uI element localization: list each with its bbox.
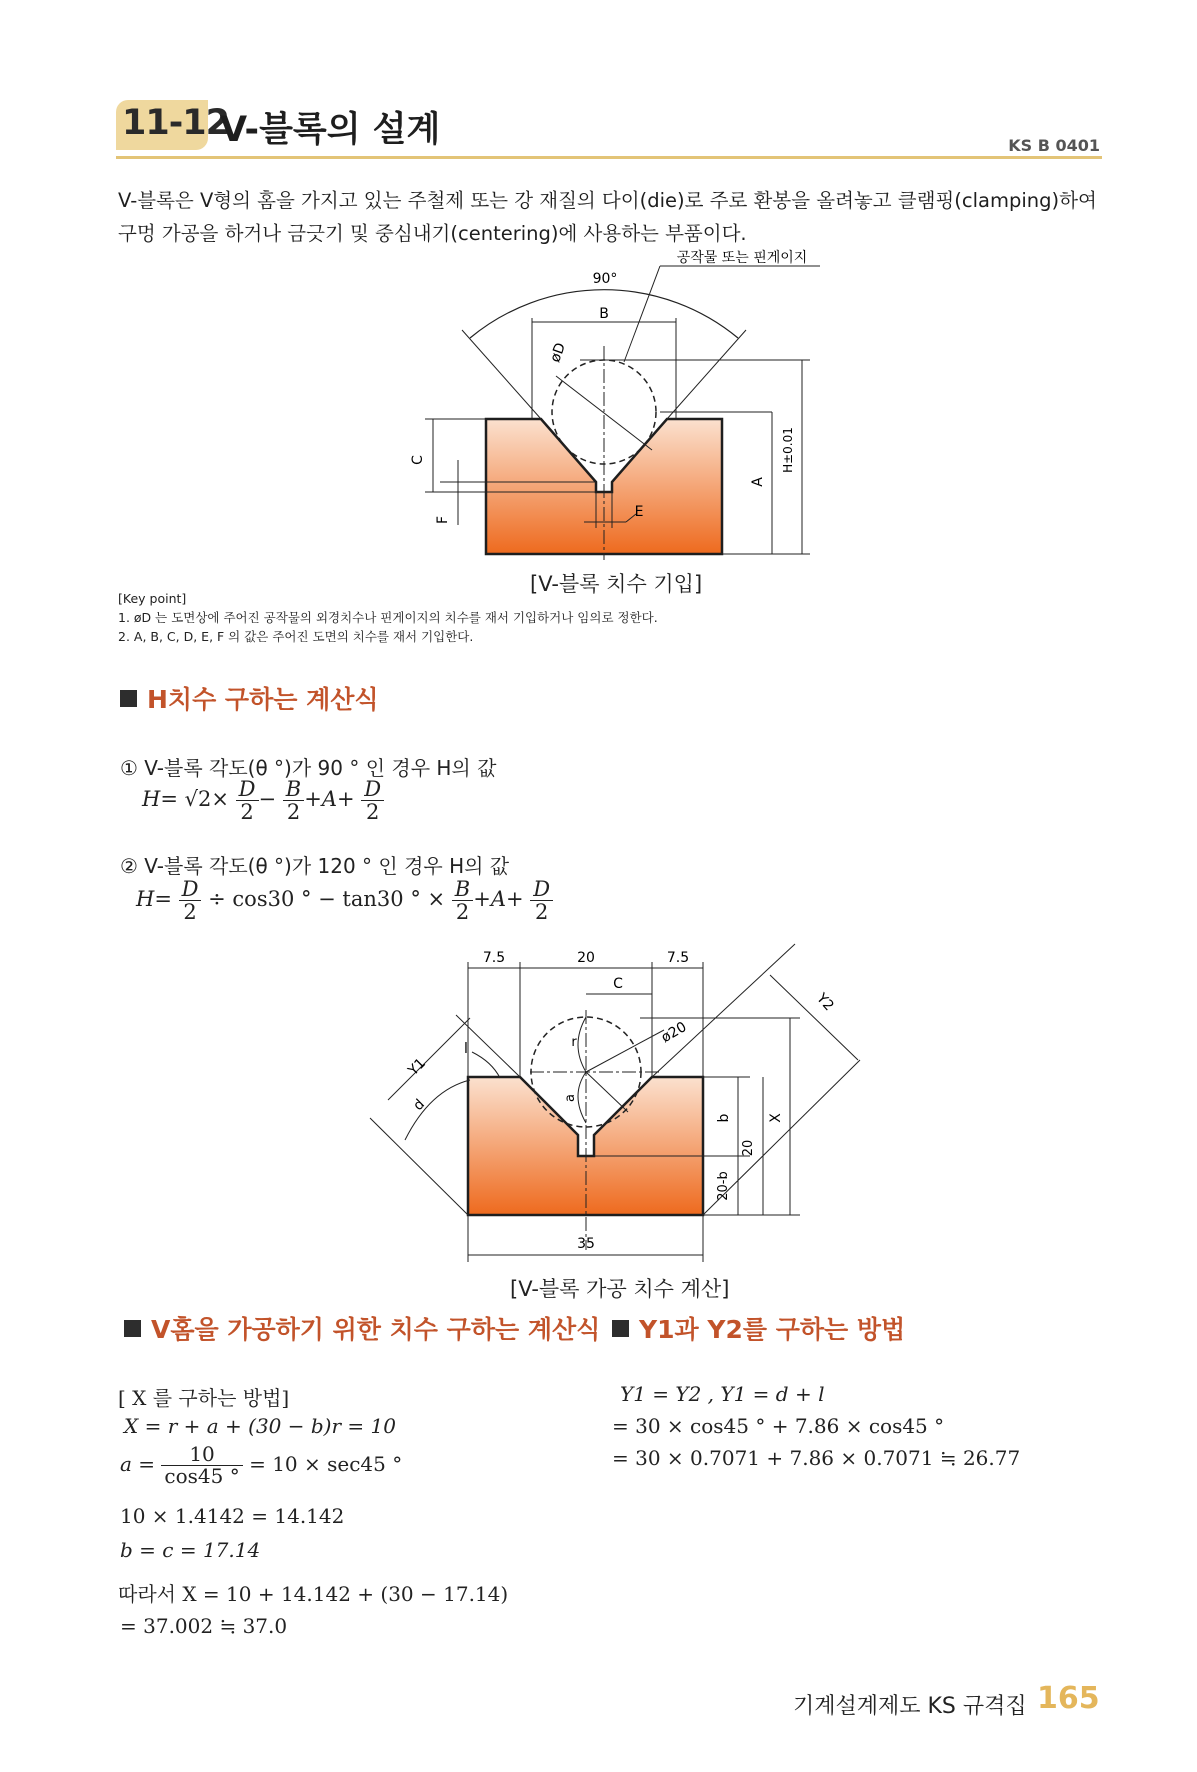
calc-line-4: = 37.002 ≒ 37.0 bbox=[120, 1614, 288, 1638]
x-formula: X = r + a + (30 − b)r = 10 bbox=[124, 1414, 396, 1438]
a-formula: a = $\frac{10}{\cos 45 ^\circ}$ = 10 × sec45 ° bbox=[120, 1442, 403, 1488]
x-method-title: [ X 를 구하는 방법] bbox=[118, 1386, 290, 1410]
calc-line-1: 10 × 1.4142 = 14.142 bbox=[120, 1504, 345, 1528]
dim-35-label: 35 bbox=[577, 1236, 595, 1252]
figure1-caption: [V-블록 치수 기입] bbox=[530, 572, 703, 596]
section-number: 11-12 bbox=[122, 103, 229, 143]
dim-7-5-left: 7.5 bbox=[482, 950, 506, 966]
dim-f-label: F bbox=[435, 515, 451, 525]
standard-code: KS B 0401 bbox=[1008, 136, 1100, 155]
dim-7-5-right: 7.5 bbox=[666, 950, 690, 966]
square-bullet-icon bbox=[612, 1320, 629, 1337]
y-section-heading: Y1과 Y2를 구하는 방법 bbox=[612, 1310, 905, 1346]
y-line-1: Y1 = Y2 , Y1 = d + l bbox=[620, 1382, 825, 1406]
y-line-3: = 30 × 0.7071 + 7.86 × 0.7071 ≒ 26.77 bbox=[612, 1446, 1021, 1470]
angle-label: 90° bbox=[592, 271, 618, 287]
dim-d2-label: d bbox=[410, 1096, 428, 1114]
dim-e-label: E bbox=[634, 504, 644, 520]
square-bullet-icon bbox=[124, 1320, 141, 1337]
calc-line-2: b = c = 17.14 bbox=[120, 1538, 261, 1562]
dim-b-label: B bbox=[599, 306, 609, 322]
dim-c-label: C bbox=[410, 455, 426, 465]
figure2-caption: [V-블록 가공 치수 계산] bbox=[510, 1277, 730, 1301]
section-title: V-블록의 설계 bbox=[220, 110, 441, 150]
dim-y2-label: Y2 bbox=[813, 990, 837, 1015]
dim-h-label: H±0.01 bbox=[781, 427, 795, 473]
case2-text: ② V-블록 각도(θ °)가 120 ° 인 경우 H의 값 bbox=[120, 854, 510, 878]
workpiece-label: 공작물 또는 핀게이지 bbox=[676, 250, 808, 266]
calc-line-3: 따라서 X = 10 + 14.142 + (30 − 17.14) bbox=[118, 1582, 509, 1606]
y-line-2: = 30 × cos45 ° + 7.86 × cos45 ° bbox=[612, 1414, 945, 1438]
dim-20-top: 20 bbox=[577, 950, 595, 966]
intro-paragraph: V-블록은 V형의 홈을 가지고 있는 주철제 또는 강 재질의 다이(die)로 주로 환봉을 올려놓고 클램핑(clamping)하여 구멍 가공을 하거나 금긋기 및 중심내기(centering)에 사용하는 부품이다. bbox=[118, 189, 1097, 245]
dim-20-right: 20 bbox=[741, 1139, 756, 1157]
dim-dia20-label: ø20 bbox=[658, 1019, 690, 1047]
formula-h-90: H= √2× $\frac{D}{2}$ − $\frac{B}{2}$ +A+ $\frac{D}{2}$ bbox=[142, 778, 384, 823]
h-section-heading: H치수 구하는 계산식 bbox=[120, 680, 379, 716]
v-section-heading: V홈을 가공하기 위한 치수 구하는 계산식 bbox=[124, 1310, 600, 1346]
dim-a-label: A bbox=[750, 477, 766, 487]
dim-a2-label: a bbox=[563, 1094, 578, 1102]
formula-h-120: H= $\frac{D}{2}$ ÷ cos30 ° − tan30 ° × $\frac{B}{2}$ +A+ $\frac{D}{2}$ bbox=[136, 878, 553, 923]
dim-b2-label: b bbox=[716, 1113, 732, 1123]
dim-c2-label: C bbox=[613, 976, 623, 992]
dim-r-label: r bbox=[571, 1035, 577, 1050]
key-point-title: [Key point] bbox=[118, 591, 187, 606]
case1-text: ① V-블록 각도(θ °)가 90 ° 인 경우 H의 값 bbox=[120, 756, 497, 780]
page-number: 165 bbox=[1037, 1681, 1100, 1716]
dim-x-label: X bbox=[768, 1113, 784, 1123]
dim-d-label: øD bbox=[547, 340, 570, 365]
dim-l-label: l bbox=[464, 1041, 468, 1057]
key-point-item-1: 1. øD 는 도면상에 주어진 공작물의 외경치수나 핀게이지의 치수를 재서 기입하거나 임의로 정한다. bbox=[118, 610, 658, 625]
key-point-item-2: 2. A, B, C, D, E, F 의 값은 주어진 도면의 치수를 재서 기입한다. bbox=[118, 629, 474, 644]
dim-y1-label: Y1 bbox=[405, 1055, 430, 1080]
dim-20-b-label: 20-b bbox=[716, 1171, 731, 1201]
book-title: 기계설계제도 KS 규격집 bbox=[793, 1694, 1027, 1719]
